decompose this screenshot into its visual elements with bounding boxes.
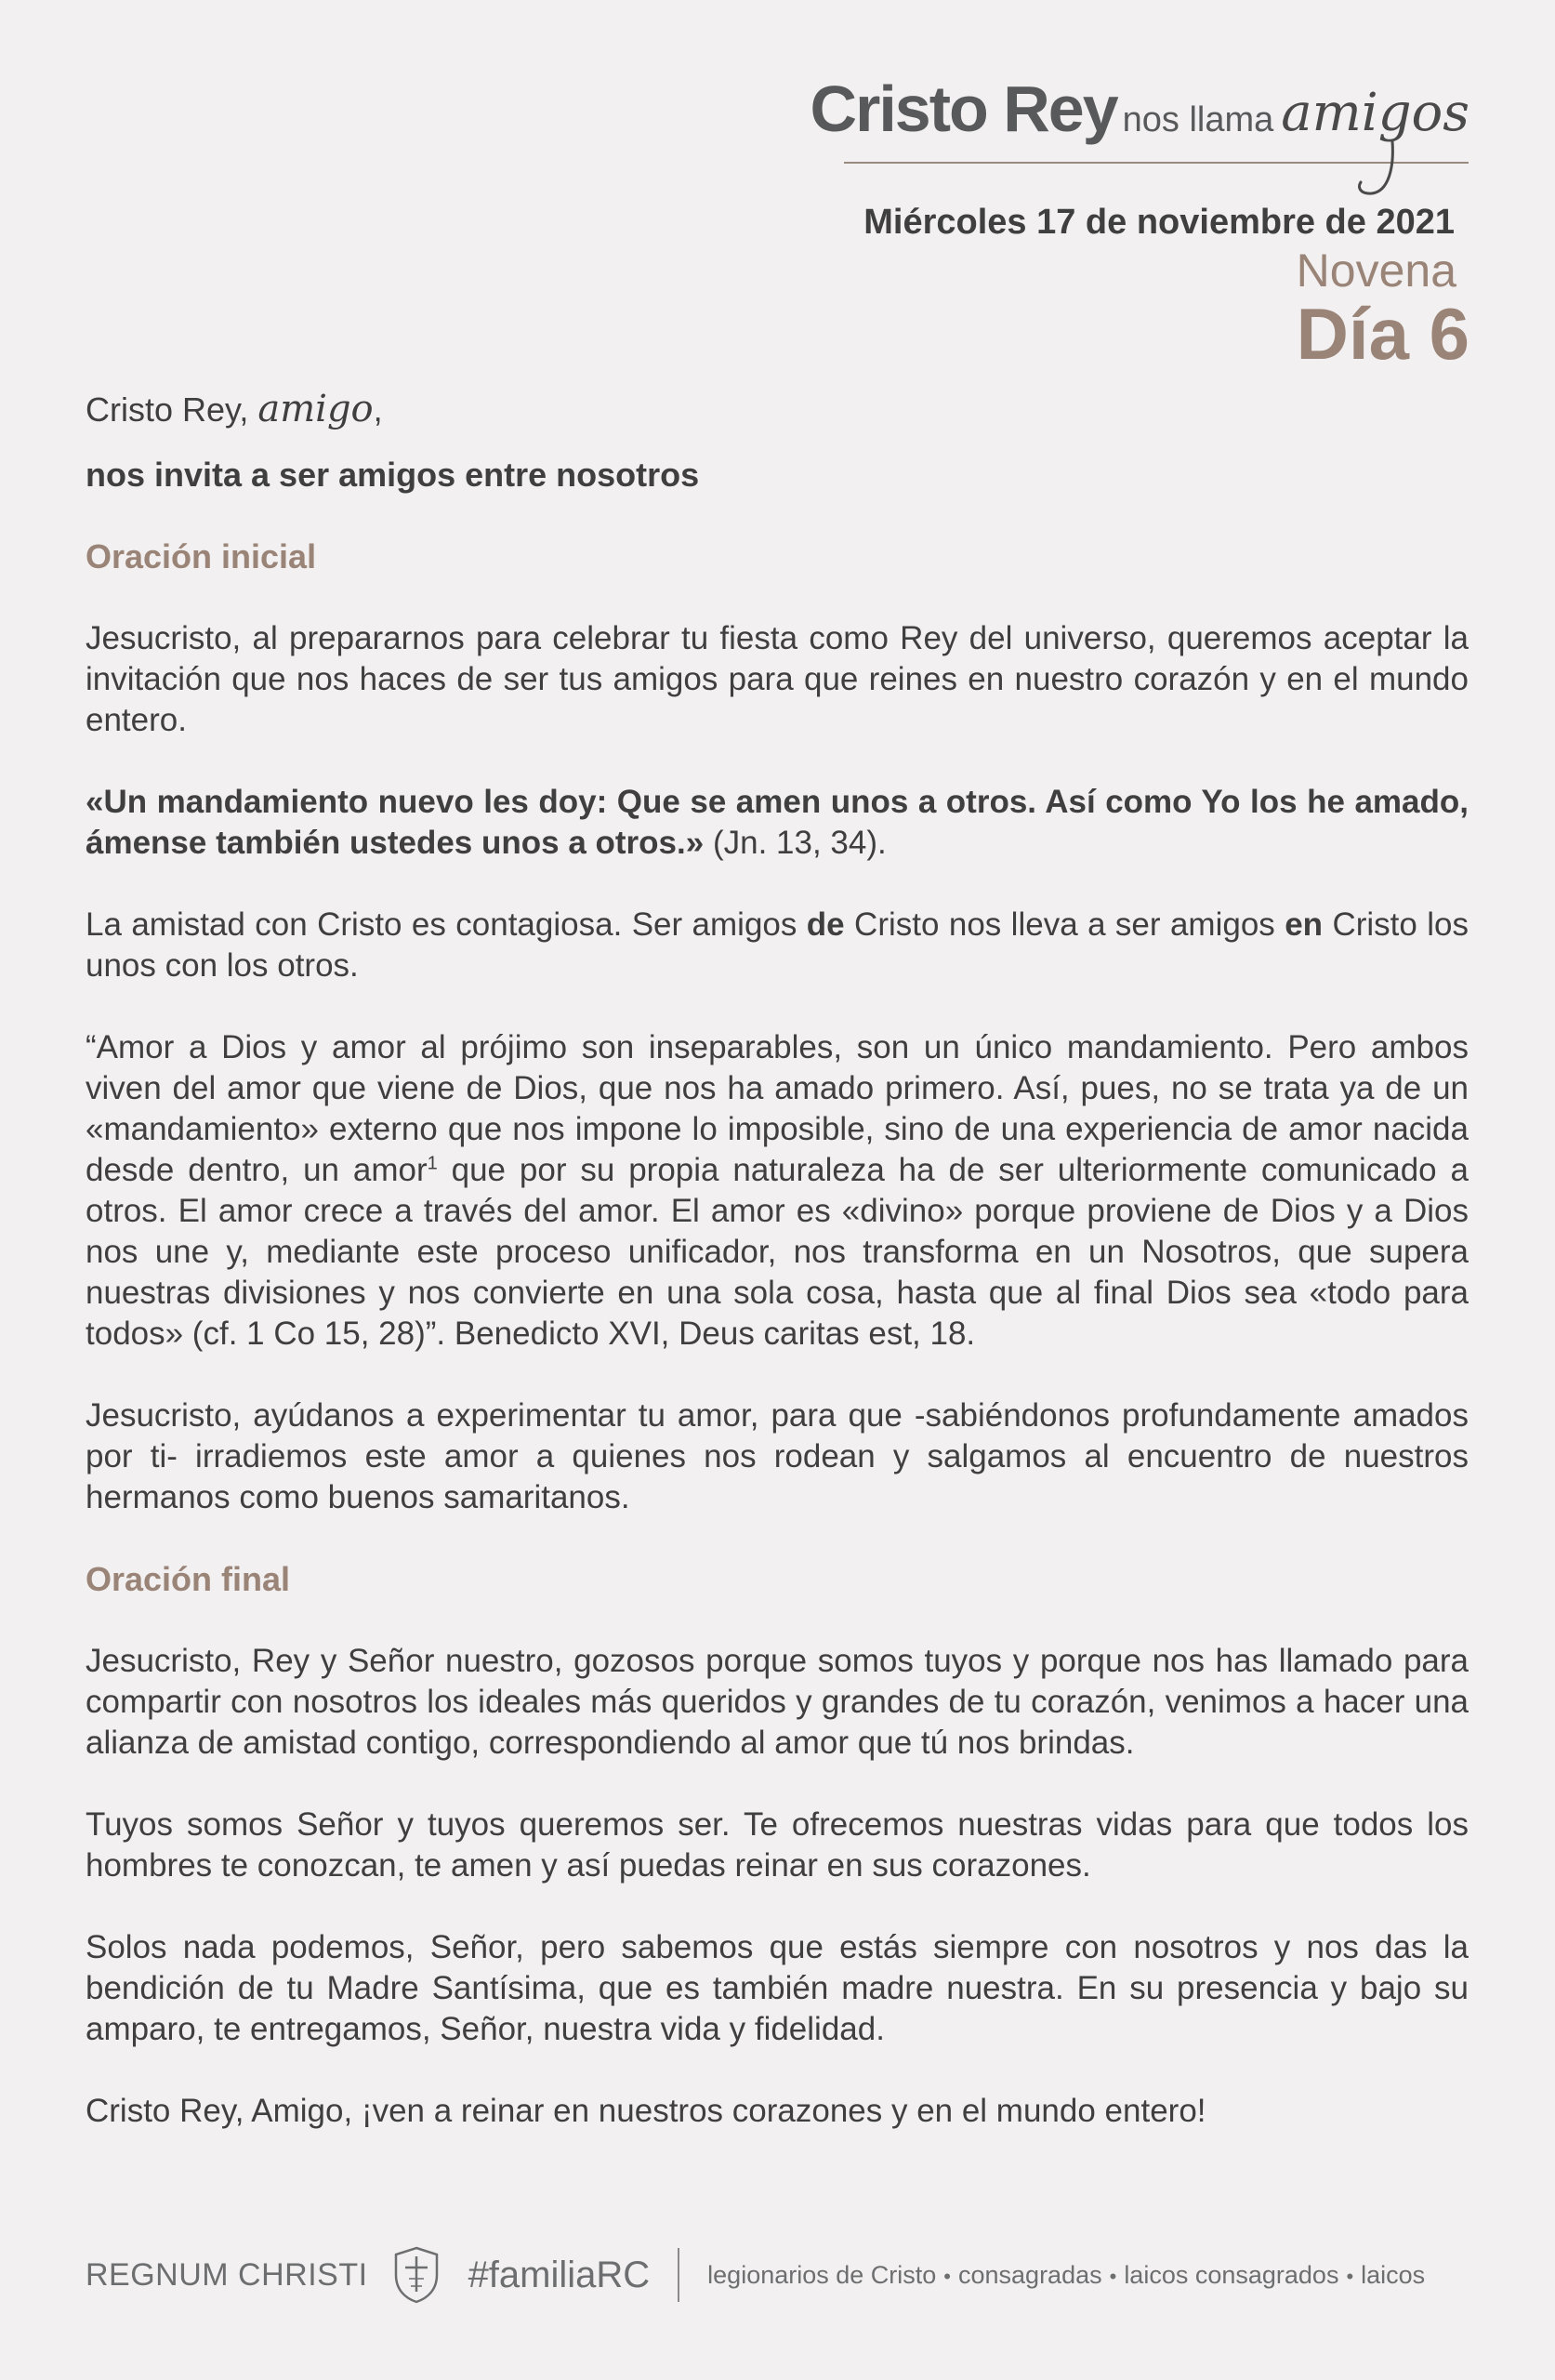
paragraph-4	[86, 1027, 1469, 1355]
footer	[86, 2242, 1469, 2307]
footer-org-laicos-consagrados: laicos consagrados	[1124, 2260, 1339, 2289]
novena-label: Novena	[1296, 245, 1456, 297]
footer-hashtag: #familiaRC	[468, 2254, 651, 2295]
shield-cross-icon	[390, 2245, 442, 2305]
script-flourish-icon	[1348, 139, 1403, 199]
paragraph-1: Jesucristo, al prepararnos para celebrar tu fiesta como Rey del universo, queremos aceptar la invitación que nos haces de ser tus amigos para que reines en nuestro corazón y en el mundo entero.	[86, 620, 1469, 738]
paragraph-9: Cristo Rey, Amigo, ¡ven a reinar en nuestros corazones y en el mundo entero!	[86, 2093, 1206, 2129]
footer-brand: REGNUM CHRISTI	[86, 2256, 368, 2293]
scripture-reference: (Jn. 13, 34).	[704, 825, 887, 861]
section-title-final: Oración final	[86, 1560, 291, 1598]
intro-line	[86, 383, 1469, 436]
paragraph-8: Solos nada podemos, Señor, pero sabemos que estás siempre con nosotros y nos das la bendición de tu Madre Santísima, que es también madre nuestra. En su presencia y bajo su amparo, te entregamos, Señor, nuestra vida y fidelidad.	[86, 1929, 1469, 2047]
p3-emphasis-de: de	[806, 906, 845, 943]
section-title-initial: Oración inicial	[86, 537, 317, 575]
scripture-quote: «Un mandamiento nuevo les doy: Que se amen unos a otros. Así como Yo los he amado, ámense también ustedes unos a otros.»	[86, 784, 1469, 861]
intro-prefix: Cristo Rey,	[86, 390, 249, 429]
brand-main: Cristo Rey	[810, 73, 1117, 145]
date-label: Miércoles 17 de noviembre de 2021	[863, 203, 1455, 242]
p4-part-a: “Amor a Dios y amor al prójimo son inseparables, son un único mandamiento. Pero ambos viven del amor que viene de Dios, que nos ha amado primero. Así, pues, no se trata ya de un «mandamiento» externo que nos impone lo imposible, sino de una experiencia de amor nacida desde dentro, un amor	[86, 1029, 1469, 1188]
footer-dot: •	[1346, 2264, 1354, 2288]
brand-script: amigos	[1281, 83, 1469, 143]
paragraph-2	[86, 782, 1469, 864]
footer-org-legionarios: legionarios de Cristo	[707, 2260, 937, 2289]
footer-divider	[678, 2248, 679, 2302]
p3-emphasis-en: en	[1285, 906, 1324, 943]
p4-part-b: que por su propia naturaleza ha de ser ulteriormente comunicado a otros. El amor crece a través del amor. El amor es «divino» porque proviene de Dios y a Dios nos une y, mediante este proceso unificador, nos transforma en un Nosotros, que supera nuestras divisiones y nos convierte en una sola cosa, hasta que al final Dios sea «todo para todos» (cf. 1 Co 15, 28)”. Benedicto XVI, Deus caritas est, 18.	[86, 1152, 1469, 1352]
brand-title	[810, 73, 1469, 145]
footer-dot: •	[943, 2264, 951, 2288]
paragraph-6: Jesucristo, Rey y Señor nuestro, gozosos porque somos tuyos y porque nos has llamado para compartir con nosotros los ideales más queridos y grandes de tu corazón, venimos a hacer una alianza de amistad contigo, correspondiendo al amor que tú nos brindas.	[86, 1643, 1469, 1761]
footer-org-consagradas: consagradas	[958, 2260, 1102, 2289]
document-body	[86, 383, 1469, 2173]
intro-script-word: amigo	[257, 388, 374, 430]
paragraph-5: Jesucristo, ayúdanos a experimentar tu amor, para que -sabiéndonos profundamente amados por ti- irradiemos este amor a quienes nos rodean y salgamos al encuentro de nuestros hermanos como buenos samaritanos.	[86, 1397, 1469, 1515]
p3-part-c: Cristo nos lleva a ser amigos	[844, 906, 1285, 943]
footnote-marker: 1	[427, 1153, 438, 1174]
p3-part-e: Cristo los unos con los otros.	[86, 906, 1469, 984]
footer-orgs	[707, 2261, 1425, 2290]
footer-dot: •	[1109, 2264, 1117, 2288]
day-label: Día 6	[1296, 293, 1469, 375]
footer-org-laicos: laicos	[1361, 2260, 1426, 2289]
intro-suffix: ,	[373, 390, 383, 429]
brand-sub: nos llama	[1122, 100, 1274, 139]
paragraph-3	[86, 905, 1469, 986]
intro-subtitle: nos invita a ser amigos entre nosotros	[86, 456, 700, 494]
paragraph-7: Tuyos somos Señor y tuyos queremos ser. Te ofrecemos nuestras vidas para que todos los hombres te conozcan, te amen y así puedas reinar en sus corazones.	[86, 1806, 1469, 1884]
p3-part-a: La amistad con Cristo es contagiosa. Ser amigos	[86, 906, 807, 943]
